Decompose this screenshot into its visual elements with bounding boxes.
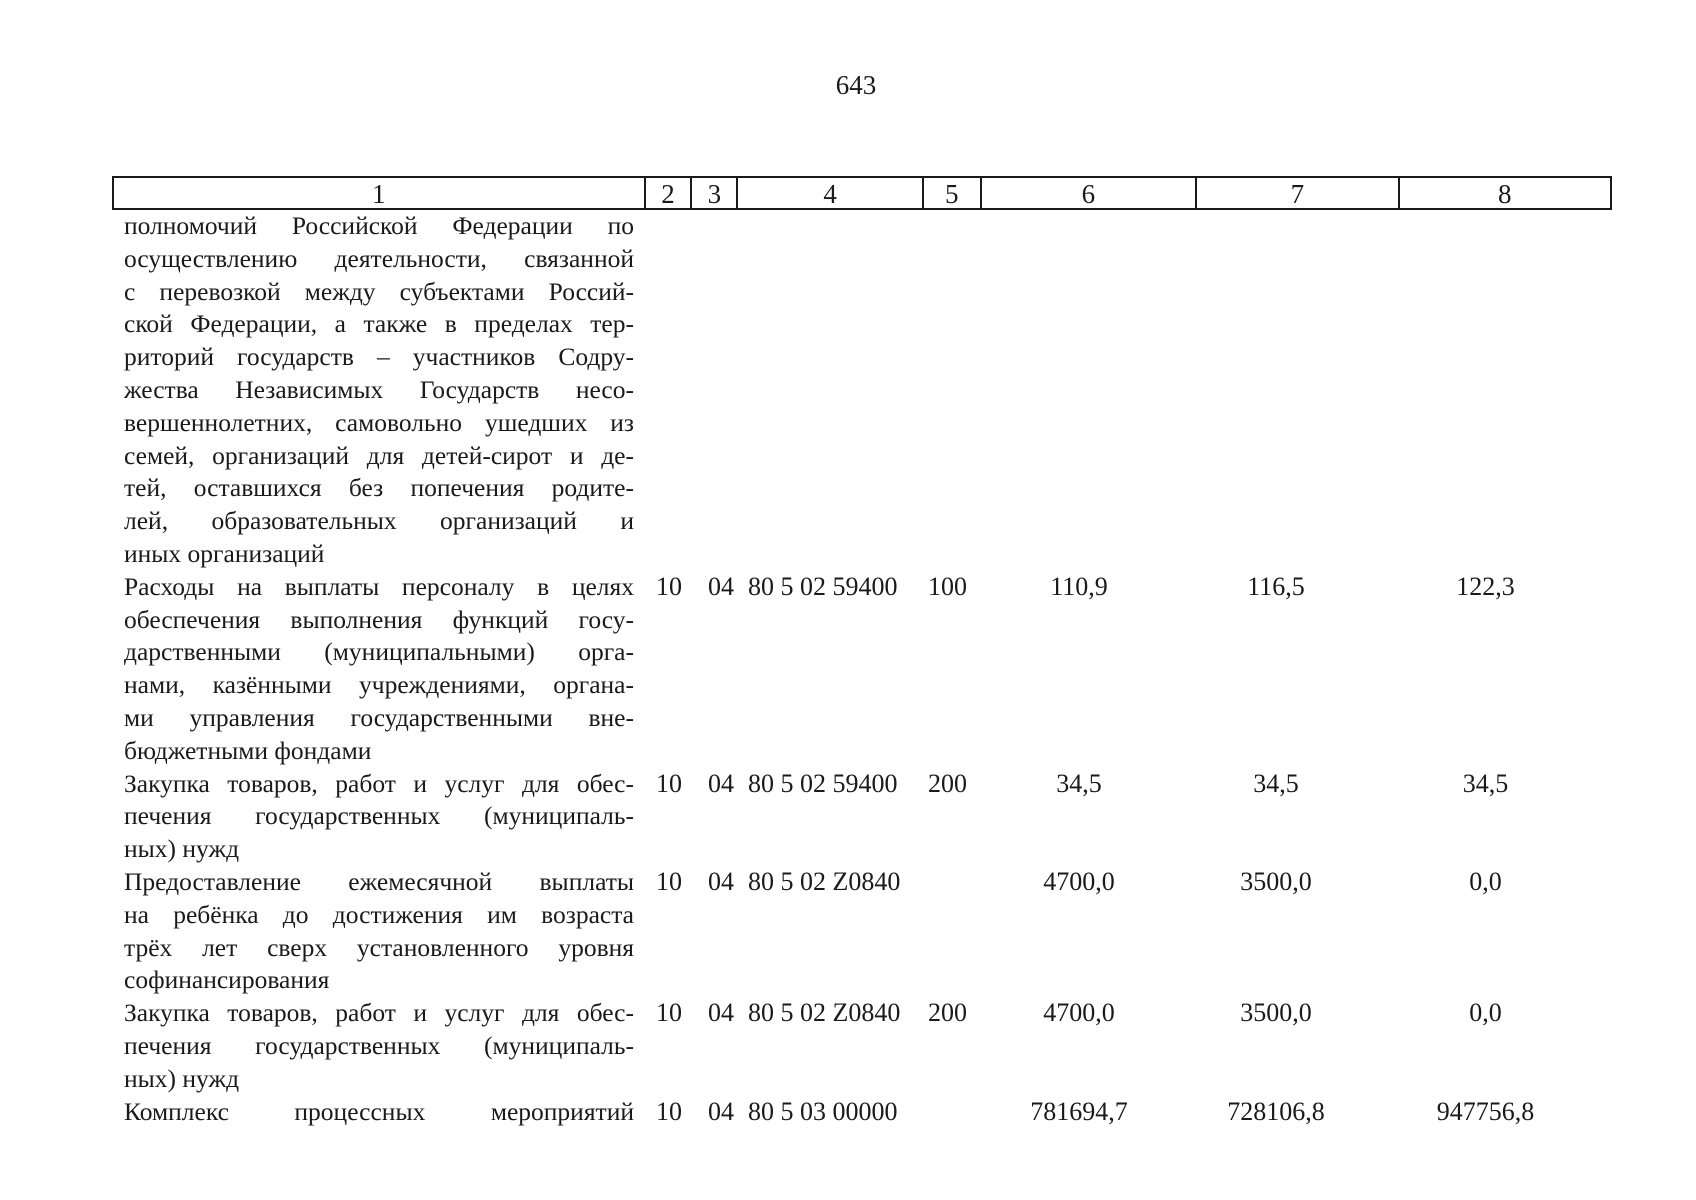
header-col-2: 2 bbox=[646, 178, 693, 208]
table-row bbox=[124, 571, 1604, 768]
target-article-code: 80 5 02 Z0840 bbox=[748, 998, 901, 1028]
row-description bbox=[124, 210, 634, 571]
amount-col-8: 0,0 bbox=[1469, 998, 1502, 1028]
amount-col-8: 0,0 bbox=[1469, 866, 1502, 896]
section-code bbox=[656, 210, 698, 571]
subsection-code: 04 bbox=[708, 1096, 734, 1126]
amount-col-6: 110,9 bbox=[1050, 571, 1108, 601]
header-col-5: 5 bbox=[924, 178, 982, 208]
section-code: 10 bbox=[656, 866, 682, 896]
description-line: на ребёнка до достижения им возраста bbox=[124, 899, 634, 929]
table-row bbox=[124, 866, 1604, 997]
subsection-code: 04 bbox=[708, 571, 734, 601]
amount-col-8: 34,5 bbox=[1462, 768, 1509, 798]
description-line: лей, образовательных организаций и bbox=[124, 506, 634, 536]
header-col-1: 1 bbox=[114, 178, 646, 208]
expense-type-code: 100 bbox=[928, 571, 967, 601]
table-row bbox=[124, 768, 1604, 866]
amount-col-6 bbox=[988, 210, 1170, 571]
section-code: 10 bbox=[656, 571, 682, 601]
expense-type-code bbox=[928, 210, 988, 571]
subsection-code: 04 bbox=[708, 768, 734, 798]
header-col-6: 6 bbox=[982, 178, 1197, 208]
description-line: ных) нужд bbox=[124, 1063, 240, 1093]
amount-col-7 bbox=[1170, 210, 1382, 571]
table-body bbox=[124, 210, 1604, 1128]
row-description bbox=[124, 997, 634, 1095]
target-article-code bbox=[748, 210, 928, 571]
description-line: обеспечения выполнения функций госу- bbox=[124, 604, 634, 634]
expense-type-code bbox=[928, 866, 988, 997]
amount-col-6: 4700,0 bbox=[1043, 866, 1115, 896]
table-header bbox=[112, 176, 1612, 210]
description-line: риторий государств – участников Содру- bbox=[124, 342, 634, 372]
amount-col-6: 34,5 bbox=[1056, 768, 1102, 798]
description-line: бюджетными фондами bbox=[124, 735, 372, 765]
amount-col-7: 3500,0 bbox=[1240, 866, 1312, 896]
description-line: Закупка товаров, работ и услуг для обес- bbox=[124, 998, 634, 1028]
description-line: осуществлению деятельности, связанной bbox=[124, 243, 634, 273]
description-line: Предоставление ежемесячной выплаты bbox=[124, 866, 634, 896]
description-line: Закупка товаров, работ и услуг для обес- bbox=[124, 768, 634, 798]
section-code: 10 bbox=[656, 768, 682, 798]
description-line: тей, оставшихся без попечения родите- bbox=[124, 473, 634, 503]
table-row bbox=[124, 997, 1604, 1095]
description-line: ми управления государственными вне- bbox=[124, 702, 634, 732]
description-line: печения государственных (муниципаль- bbox=[124, 1030, 634, 1060]
header-col-8: 8 bbox=[1498, 179, 1512, 209]
row-description bbox=[124, 768, 634, 866]
description-line: Комплекс процессных мероприятий bbox=[124, 1096, 634, 1126]
header-col-7: 7 bbox=[1197, 178, 1399, 208]
amount-col-6: 781694,7 bbox=[1030, 1096, 1128, 1126]
amount-col-7: 3500,0 bbox=[1240, 998, 1312, 1028]
description-line: софинансирования bbox=[124, 965, 330, 995]
description-line: с перевозкой между субъектами Россий- bbox=[124, 276, 634, 306]
amount-col-8 bbox=[1382, 210, 1589, 571]
expense-type-code bbox=[928, 1096, 988, 1129]
target-article-code: 80 5 02 59400 bbox=[748, 571, 898, 601]
description-line: Расходы на выплаты персоналу в целях bbox=[124, 571, 634, 601]
row-description bbox=[124, 866, 634, 997]
subsection-code: 04 bbox=[708, 866, 734, 896]
description-line: жества Независимых Государств несо- bbox=[124, 374, 634, 404]
subsection-code bbox=[708, 210, 748, 571]
target-article-code: 80 5 02 59400 bbox=[748, 768, 898, 798]
amount-col-7: 728106,8 bbox=[1227, 1096, 1325, 1126]
amount-col-8: 947756,8 bbox=[1436, 1096, 1535, 1126]
expense-type-code: 200 bbox=[928, 768, 967, 798]
description-line: трёх лет сверх установленного уровня bbox=[124, 932, 634, 962]
description-line: иных организаций bbox=[124, 538, 325, 568]
amount-col-7: 34,5 bbox=[1253, 768, 1299, 798]
description-line: вершеннолетних, самовольно ушедших из bbox=[124, 407, 634, 437]
description-line: полномочий Российской Федерации по bbox=[124, 211, 634, 240]
page-number: 643 bbox=[835, 70, 877, 100]
amount-col-7: 116,5 bbox=[1247, 571, 1305, 601]
amount-col-8: 122,3 bbox=[1456, 571, 1515, 601]
description-line: ской Федерации, а также в пределах тер- bbox=[124, 309, 634, 339]
table-row bbox=[124, 210, 1604, 571]
description-line: семей, организаций для детей-сирот и де- bbox=[124, 440, 634, 470]
section-code: 10 bbox=[656, 1096, 682, 1126]
table-row bbox=[124, 1096, 1604, 1129]
expense-type-code: 200 bbox=[928, 998, 967, 1028]
description-line: печения государственных (муниципаль- bbox=[124, 801, 634, 831]
description-line: нами, казёнными учреждениями, органа- bbox=[124, 670, 634, 700]
header-col-3: 3 bbox=[692, 178, 738, 208]
section-code: 10 bbox=[656, 998, 682, 1028]
row-description bbox=[124, 571, 634, 768]
description-line: ных) нужд bbox=[124, 834, 240, 864]
description-line: дарственными (муниципальными) орга- bbox=[124, 637, 634, 667]
amount-col-6: 4700,0 bbox=[1043, 998, 1115, 1028]
row-description bbox=[124, 1096, 634, 1129]
target-article-code: 80 5 03 00000 bbox=[748, 1096, 898, 1126]
target-article-code: 80 5 02 Z0840 bbox=[748, 866, 901, 896]
header-col-4: 4 bbox=[738, 178, 924, 208]
subsection-code: 04 bbox=[708, 998, 734, 1028]
